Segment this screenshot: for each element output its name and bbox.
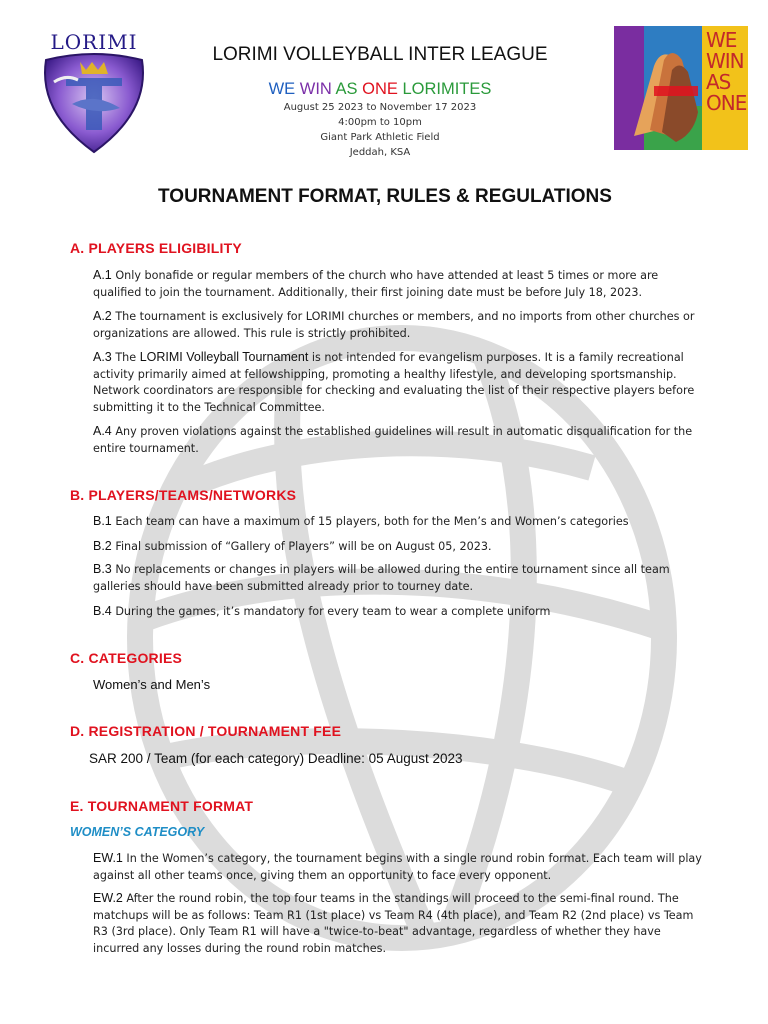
fee-description: Team (for each category) Deadline: [154, 751, 369, 766]
rule-a4 [93, 423, 708, 457]
rule-label: B.1 [93, 514, 112, 528]
rule-label: EW.2 [93, 891, 123, 905]
section-a-heading: A. PLAYERS ELIGIBILITY [70, 240, 242, 256]
rule-ew1 [93, 850, 708, 884]
rule-text-end: . [488, 539, 492, 553]
fee-separator: / [143, 751, 155, 766]
rule-text: After the round robin, the top four teams in the standings will proceed to the semi-final round. The matchups will be as follows: Team R1 (1st place) vs Team R4 (4th place), and Team R2 (2nd place) vs Team R3 (3rd place). Only Team R1 will have a "twice-to-beat" advantage, regardless of whether they have incurred any losses during the round robin matches. [93, 892, 694, 955]
fee-line [89, 751, 463, 766]
tournament-name: LORIMI Volleyball Tournament [139, 350, 309, 364]
rule-text: Any proven violations against the established guidelines will result in automatic disqualification for the entire tournament. [93, 425, 693, 455]
womens-category-heading: WOMEN’S CATEGORY [70, 825, 205, 839]
rule-label: A.3 [93, 350, 112, 364]
section-d-heading: D. REGISTRATION / TOURNAMENT FEE [70, 723, 342, 739]
section-e-heading: E. TOURNAMENT FORMAT [70, 798, 254, 814]
date-range: August 25 2023 to November 17 2023 [283, 102, 477, 113]
slogan-word: LORIMITES [402, 80, 492, 98]
league-title: LORIMI VOLLEYBALL INTER LEAGUE [212, 44, 548, 65]
slogan-word: WIN [299, 80, 336, 98]
rule-b3 [93, 561, 708, 595]
rule-label: B.2 [93, 539, 112, 553]
page-title: TOURNAMENT FORMAT, RULES & REGULATIONS [158, 186, 612, 207]
rule-b2 [93, 538, 708, 556]
rule-text: The tournament is exclusively for LORIMI churches or members, and no imports from other churches or organizations are allowed. This rule is strictly prohibited. [93, 310, 695, 340]
rule-text: In the Women’s category, the tournament begins with a single round robin format. Each team will play against all other teams once, giving them an opportunity to face every opponent. [93, 852, 702, 882]
badge-line: AS [706, 70, 731, 94]
rule-label: A.2 [93, 309, 112, 323]
badge-line: WIN [706, 49, 744, 73]
rule-label: B.4 [93, 604, 112, 618]
badge-text [706, 30, 746, 114]
slogan-word: WE [268, 80, 300, 98]
fee-amount: SAR 200 [89, 751, 144, 766]
rule-b1 [93, 513, 708, 531]
fee-deadline: 05 August 2023 [368, 751, 463, 766]
rule-text: Each team can have a maximum of 15 players, both for the Men’s and Women’s categories [111, 515, 629, 528]
lorimi-logo [34, 30, 154, 150]
rule-b4 [93, 603, 708, 621]
event-details [230, 100, 530, 160]
rule-text: The [111, 351, 140, 364]
rule-label: A.1 [93, 268, 112, 282]
shield-emblem-icon [36, 52, 152, 156]
rule-label: EW.1 [93, 851, 123, 865]
badge-line: ONE [706, 91, 747, 115]
rule-a1 [93, 267, 708, 301]
rule-text: During the games, it’s mandatory for every team to wear a complete uniform [111, 605, 551, 618]
slogan [200, 80, 560, 99]
rule-a2 [93, 308, 708, 342]
badge-line: WE [706, 28, 737, 52]
rule-ew2 [93, 890, 708, 957]
rule-text: Only bonafide or regular members of the church who have attended at least 5 times or more are qualified to join the tournament. Additionally, their first joining date must be before July 18, 2023. [93, 269, 659, 299]
venue: Giant Park Athletic Field [320, 132, 440, 143]
slogan-word: AS [335, 80, 363, 98]
event-time: 4:00pm to 10pm [338, 117, 422, 128]
rule-text: Final submission of “Gallery of Players” will be on August 05, 2023 [111, 540, 489, 553]
rule-label: A.4 [93, 424, 112, 438]
rule-text: No replacements or changes in players will be allowed during the entire tournament since all team galleries should have been submitted already prior to tourney date. [93, 563, 670, 593]
section-c-heading: C. CATEGORIES [70, 650, 183, 666]
logo-text: LORIMI [50, 30, 138, 54]
city: Jeddah, KSA [349, 147, 411, 158]
rule-a3 [93, 349, 708, 416]
rule-text: is not intended for evangelism purposes. It is a family recreational activity primarily aimed at fellowshipping, promoting a healthy lifestyle, and developing sportsmanship. Network coordinators are responsible for checking and evaluating the list of their respective players before submitting it to the Technical Committee. [93, 351, 695, 414]
section-b-heading: B. PLAYERS/TEAMS/NETWORKS [70, 487, 297, 503]
slogan-word: ONE [362, 80, 403, 98]
categories-text: Women’s and Men’s [93, 677, 211, 692]
rule-label: B.3 [93, 562, 112, 576]
